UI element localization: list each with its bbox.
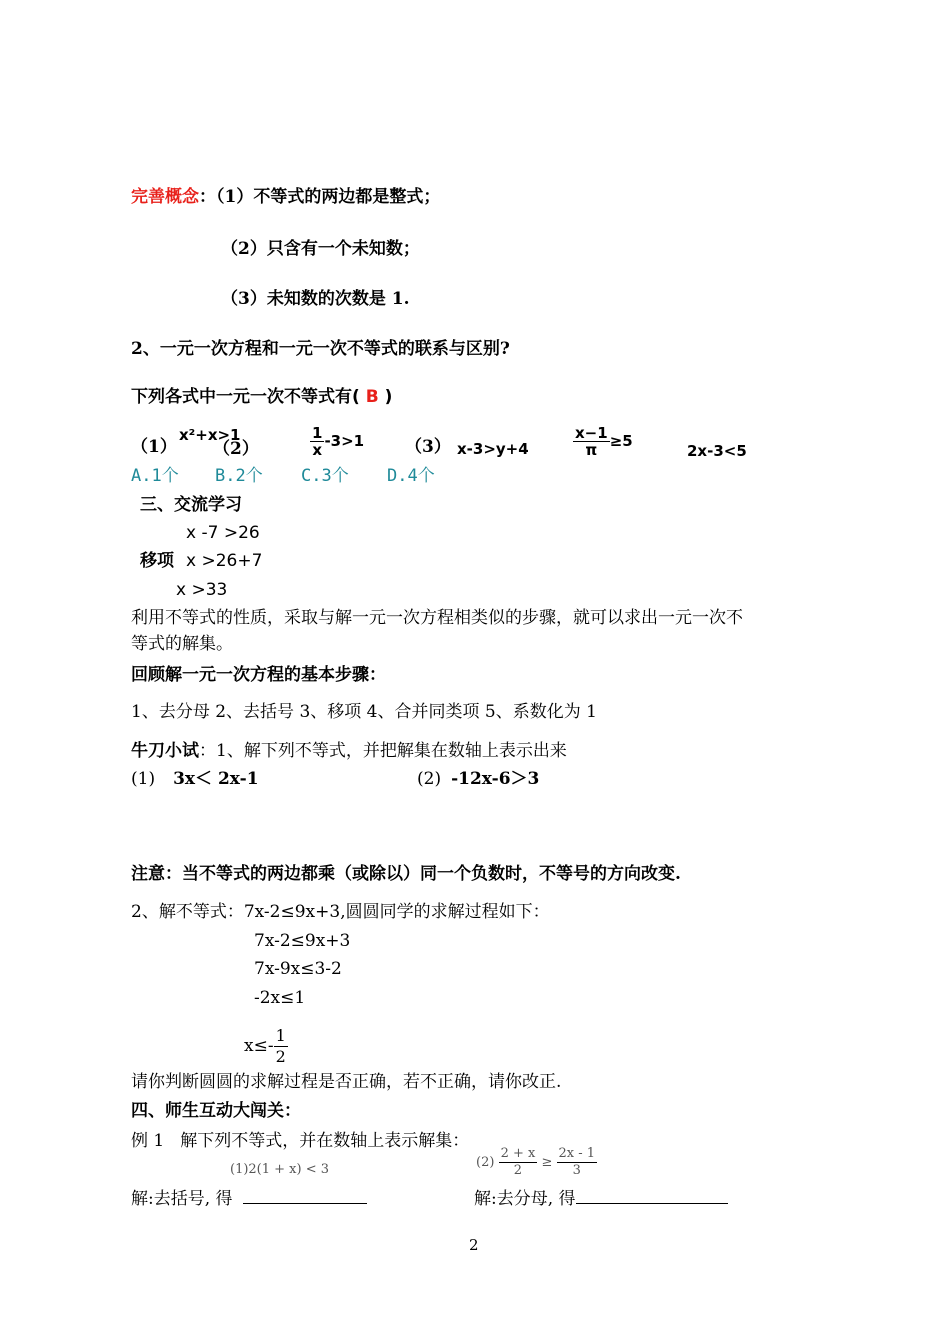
- answer-blank-2[interactable]: [576, 1187, 728, 1204]
- mc-option-d: D.4个: [387, 466, 435, 486]
- section-3-paragraph-line-1: 利用不等式的性质，采取与解一元一次方程相类似的步骤，就可以求出一元一次不: [131, 608, 743, 628]
- section-3-title: 三、交流学习: [140, 495, 242, 515]
- trial-problem-2: (2) -12x-6＞3: [417, 769, 540, 789]
- trial-heading: 牛刀小试：1、解下列不等式，并把解集在数轴上表示出来: [131, 741, 567, 761]
- section-3-step-1: x -7 >26: [186, 523, 260, 543]
- mc-answer: B: [359, 387, 385, 407]
- answer-blank-1[interactable]: [243, 1187, 367, 1204]
- mc-prompt: 下列各式中一元一次不等式有( B ): [131, 387, 393, 407]
- review-title: 回顾解一元一次方程的基本步骤：: [131, 665, 386, 685]
- mc-label-1: （1）: [131, 437, 177, 457]
- example-1: 例 1 解下列不等式，并在数轴上表示解集：: [131, 1131, 470, 1151]
- example-1-solution-1: 解:去括号, 得: [131, 1187, 367, 1210]
- mc-option-c: C.3个: [301, 466, 349, 486]
- mc-label-2: （2）: [213, 439, 259, 459]
- concept-item-1: （1）不等式的两边都是整式；: [216, 187, 441, 207]
- mc-expr-2: $\frac{1}{x}$ -3>1: [312, 424, 365, 459]
- problem-2-line-1: 7x-2≤9x+3: [254, 931, 351, 951]
- question-2-title: 2、一元一次方程和一元一次不等式的联系与区别?: [131, 339, 510, 359]
- mc-option-a: A.1个: [131, 466, 179, 486]
- section-3-step-3: x >33: [176, 580, 228, 600]
- mc-expr-1: x²+x>1: [179, 426, 241, 444]
- review-steps: 1、去分母 2、去括号 3、移项 4、合并同类项 5、系数化为 1: [131, 702, 597, 722]
- problem-2-line-2: 7x-9x≤3-2: [254, 959, 342, 979]
- mc-label-3: （3）: [405, 437, 451, 457]
- example-1-solution-2: 解:去分母, 得: [474, 1187, 728, 1210]
- concept-item-2: （2）只含有一个未知数；: [221, 239, 420, 259]
- concept-item-3: （3）未知数的次数是 1.: [221, 289, 410, 309]
- example-1-problem-2: (2) $\frac{2 + x}{2}$ ≥ $\frac{2x - 1}{3}$: [476, 1146, 596, 1178]
- problem-2-ask: 请你判断圆圆的求解过程是否正确，若不正确，请你改正.: [131, 1072, 562, 1092]
- mc-option-b: B.2个: [215, 466, 263, 486]
- example-1-problem-1: (1)2(1 + x) < 3: [230, 1162, 330, 1177]
- section-3-paragraph-line-2: 等式的解集。: [131, 634, 233, 654]
- problem-2-line-4: x≤- $\frac{1}{2}$: [244, 1026, 286, 1066]
- trial-label: 牛刀小试: [131, 741, 199, 761]
- mc-expr-3: x-3>y+4: [457, 440, 529, 458]
- concept-line-1: 完善概念：（1）不等式的两边都是整式；: [131, 187, 441, 207]
- section-3-step-2: 移项 x >26+7: [140, 551, 263, 571]
- concept-label: 完善概念: [131, 187, 199, 207]
- problem-2-line-3: -2x≤1: [254, 988, 306, 1008]
- trial-problem-1: (1) 3x＜ 2x-1: [131, 769, 259, 789]
- mc-expr-4: $\frac{x-1}{\pi}$ ≥5: [575, 424, 633, 459]
- mc-expr-5: 2x-3<5: [687, 442, 747, 460]
- section-4-title: 四、师生互动大闯关：: [131, 1101, 301, 1121]
- note: 注意：当不等式的两边都乘（或除以）同一个负数时，不等号的方向改变.: [131, 864, 681, 884]
- page-number: 2: [469, 1236, 479, 1254]
- problem-2-intro: 2、解不等式：7x-2≤9x+3,圆圆同学的求解过程如下：: [131, 902, 550, 922]
